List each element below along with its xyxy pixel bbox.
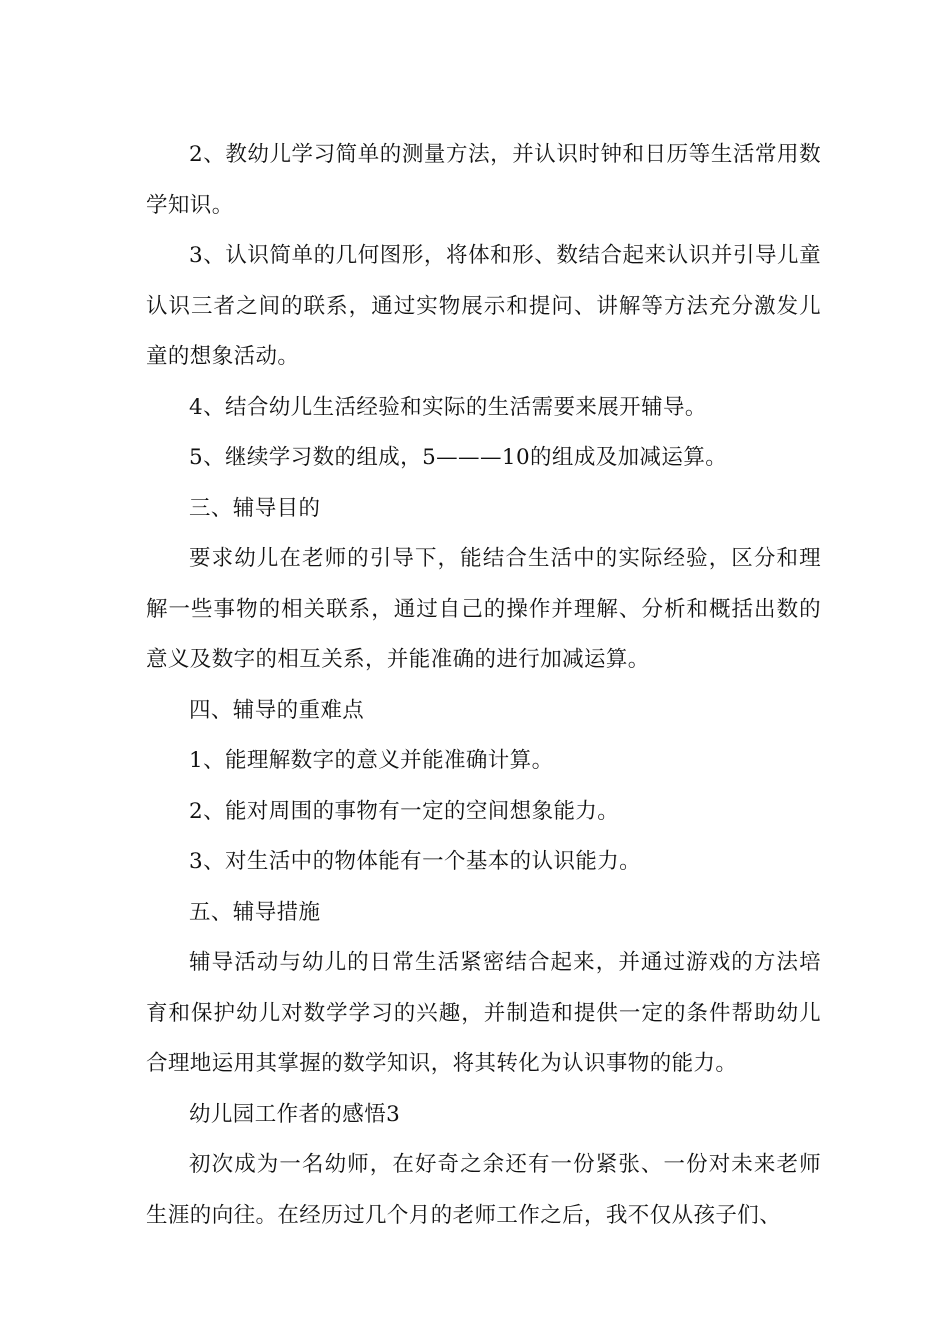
- paragraph-objectives: 要求幼儿在老师的引导下，能结合生活中的实际经验，区分和理解一些事物的相关联系，通过自己的操作并理解、分析和概括出数的意义及数字的相互关系，并能准确的进行加减运算。: [146, 546, 821, 672]
- section-heading-objectives: 三、辅导目的: [189, 495, 321, 521]
- paragraph-key-point-3: 3、对生活中的物体能有一个基本的认识能力。: [189, 849, 642, 874]
- paragraph-key-point-2: 2、能对周围的事物有一定的空间想象能力。: [189, 798, 620, 824]
- section-heading-measures: 五、辅导措施: [189, 899, 321, 925]
- paragraph-key-point-1: 1、能理解数字的意义并能准确计算。: [189, 748, 554, 773]
- paragraph-reflection-intro: 初次成为一名幼师，在好奇之余还有一份紧张、一份对未来老师生涯的向往。在经历过几个月的老师工作之后，我不仅从孩子们、: [146, 1152, 821, 1228]
- paragraph-number-composition: 5、继续学习数的组成，5———10的组成及加减运算。: [189, 445, 728, 470]
- section-heading-key-points: 四、辅导的重难点: [189, 697, 365, 723]
- document-body: [146, 130, 821, 1241]
- paragraph-geometric-shapes: 3、认识简单的几何图形，将体和形、数结合起来认识并引导儿童认识三者之间的联系，通过实物展示和提问、讲解等方法充分激发儿童的想象活动。: [146, 243, 821, 369]
- section-heading-reflection: 幼儿园工作者的感悟3: [189, 1101, 401, 1127]
- paragraph-measures: 辅导活动与幼儿的日常生活紧密结合起来，并通过游戏的方法培育和保护幼儿对数学学习的兴趣，并制造和提供一定的条件帮助幼儿合理地运用其掌握的数学知识，将其转化为认识事物的能力。: [146, 950, 821, 1076]
- paragraph-life-experience: 4、结合幼儿生活经验和实际的生活需要来展开辅导。: [189, 394, 707, 420]
- paragraph-measurement-methods: 2、教幼儿学习简单的测量方法，并认识时钟和日历等生活常用数学知识。: [146, 142, 821, 218]
